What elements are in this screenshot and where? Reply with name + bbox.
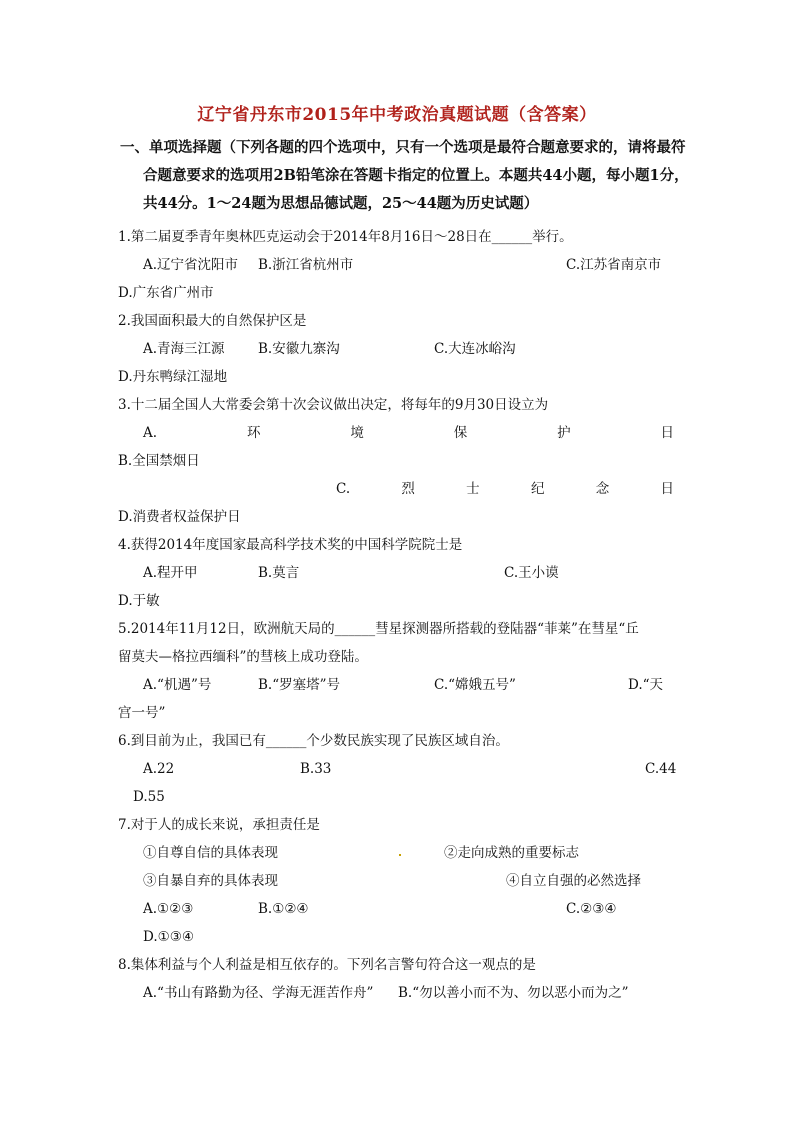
question-5-stem-line-2: 留莫夫—格拉西缅科”的彗核上成功登陆。	[118, 649, 368, 665]
question-6-option-a: A.22	[143, 761, 175, 777]
option-a-char: A.	[143, 425, 158, 441]
option-a-char: 保	[453, 425, 468, 441]
option-c-char: 士	[466, 481, 480, 497]
stray-mark	[399, 854, 401, 856]
question-6-option-c: C.44	[645, 761, 677, 777]
section-heading-line-3: 共44分。1～24题为思想品德试题，25～44题为历史试题）	[143, 195, 539, 212]
question-4-option-a: A.程开甲	[143, 565, 198, 581]
question-3-option-b: B.全国禁烟日	[118, 453, 200, 469]
section-heading-line-1: 一、单项选择题（下列各题的四个选项中，只有一个选项是最符合题意要求的，请将最符	[120, 139, 686, 156]
question-5-option-b: B.“罗塞塔”号	[258, 677, 341, 693]
section-heading-line-2: 合题意要求的选项用2B铅笔涂在答题卡指定的位置上。本题共44小题，每小题1分，	[143, 167, 689, 184]
question-4-option-c: C.王小谟	[504, 565, 559, 581]
question-3-option-a	[143, 424, 674, 442]
question-5-stem-line-1: 5.2014年11月12日，欧洲航天局的______彗星探测器所搭载的登陆器“菲莱”在彗星“丘	[118, 621, 639, 637]
question-2-option-c: C.大连冰峪沟	[434, 341, 516, 357]
question-6-stem: 6.到目前为止，我国已有______个少数民族实现了民族区域自治。	[118, 733, 509, 749]
question-2-option-a: A.青海三江源	[143, 341, 225, 357]
option-c-char: 日	[660, 481, 674, 497]
question-3-option-d: D.消费者权益保护日	[118, 509, 241, 525]
option-a-char: 境	[350, 425, 364, 441]
question-7-statement-4: ④自立自强的必然选择	[506, 873, 641, 889]
question-4-stem: 4.获得2014年度国家最高科学技术奖的中国科学院院士是	[118, 537, 463, 553]
option-c-char: 念	[595, 481, 610, 497]
question-7-option-c: C.②③④	[566, 901, 617, 917]
option-a-char: 护	[557, 425, 571, 441]
question-5-option-a: A.“机遇”号	[143, 677, 212, 693]
question-8-option-b: B.“勿以善小而不为、勿以恶小而为之”	[398, 985, 629, 1001]
page-title: 辽宁省丹东市2015年中考政治真题试题（含答案）	[197, 105, 597, 125]
question-6-option-b: B.33	[300, 761, 332, 777]
question-2-option-d: D.丹东鸭绿江湿地	[118, 369, 228, 385]
question-7-option-d: D.①③④	[143, 929, 194, 945]
question-6-option-d: D.55	[133, 789, 165, 805]
question-7-statement-1: ①自尊自信的具体表现	[143, 845, 278, 861]
question-4-option-d: D.于敏	[118, 593, 160, 609]
question-1-stem: 1.第二届夏季青年奥林匹克运动会于2014年8月16日～28日在______举行。	[118, 229, 573, 245]
question-7-option-a: A.①②③	[143, 901, 194, 917]
question-1-option-d: D.广东省广州市	[118, 285, 214, 301]
question-5-option-d-part-1: D.“天	[628, 677, 664, 693]
question-3-stem: 3.十二届全国人大常委会第十次会议做出决定，将每年的9月30日设立为	[118, 397, 549, 413]
option-c-char: 纪	[530, 481, 545, 497]
option-c-char: C.	[336, 481, 351, 497]
question-1-option-a: A.辽宁省沈阳市	[143, 257, 239, 273]
question-5-option-d-part-2: 宫一号”	[118, 705, 166, 721]
question-2-option-b: B.安徽九寨沟	[258, 341, 340, 357]
question-7-stem: 7.对于人的成长来说，承担责任是	[118, 817, 320, 833]
question-7-option-b: B.①②④	[258, 901, 309, 917]
question-5-option-c: C.“嫦娥五号”	[434, 677, 516, 693]
option-a-char: 环	[246, 425, 261, 441]
option-c-char: 烈	[401, 481, 415, 497]
question-4-option-b: B.莫言	[258, 565, 300, 581]
question-3-option-c	[336, 480, 674, 498]
question-1-option-c: C.江苏省南京市	[566, 257, 662, 273]
question-8-stem: 8.集体利益与个人利益是相互依存的。下列名言警句符合这一观点的是	[118, 957, 536, 973]
option-a-char: 日	[660, 425, 674, 441]
question-7-statement-3: ③自暴自弃的具体表现	[143, 873, 278, 889]
question-7-statement-2: ②走向成熟的重要标志	[444, 845, 579, 861]
question-2-stem: 2.我国面积最大的自然保护区是	[118, 313, 307, 329]
question-8-option-a: A.“书山有路勤为径、学海无涯苦作舟”	[143, 985, 374, 1001]
question-1-option-b: B.浙江省杭州市	[258, 257, 354, 273]
